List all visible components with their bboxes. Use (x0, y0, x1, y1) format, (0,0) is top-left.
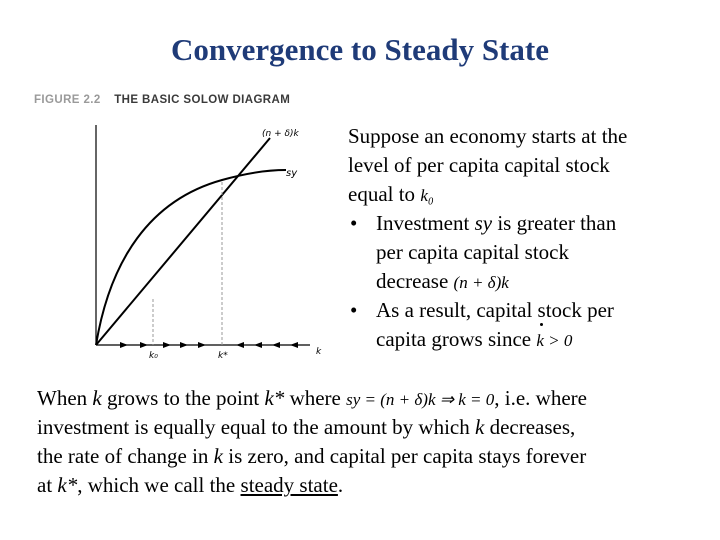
paragraph-line-3 (37, 442, 687, 471)
paragraph-line-2 (37, 413, 687, 442)
bullet-2-line-2 (348, 325, 693, 354)
p4-pre: at (37, 473, 58, 497)
arrow-right-2 (140, 342, 148, 348)
bullet-1-post: is greater than (492, 211, 617, 235)
intro-line-2: level of per capita capital stock (348, 153, 610, 177)
solow-diagram (0, 110, 340, 370)
figure-name: THE BASIC SOLOW DIAGRAM (114, 94, 291, 106)
p1-k: k (92, 386, 102, 410)
paragraph-line-4 (37, 471, 687, 500)
p2-post: decreases, (484, 415, 576, 439)
paragraph-line-1 (37, 384, 687, 413)
bullet-1-line-3-text: decrease (376, 269, 449, 293)
p3-k: k (213, 444, 223, 468)
k-axis-label: k (316, 347, 322, 357)
arrow-left-1 (236, 342, 244, 348)
bullet-1-var: sy (474, 211, 493, 235)
arrow-left-3 (272, 342, 280, 348)
figure-caption (34, 94, 290, 106)
p4-mid: , which we call the (77, 473, 241, 497)
arrow-right-3 (163, 342, 171, 348)
p1-pre: When (37, 386, 93, 410)
p1-mid: grows to the point (101, 386, 265, 410)
p1-where: where (284, 386, 341, 410)
arrow-left-2 (254, 342, 262, 348)
investment-curve (96, 170, 286, 345)
p1-post: , i.e. where (494, 386, 587, 410)
k0-label: k₀ (149, 351, 158, 361)
intro-line-1: Suppose an economy starts at the (348, 124, 628, 148)
bullet-1-line-3 (348, 267, 693, 296)
depreciation-line (96, 138, 270, 345)
steady-state-equation: sy = (n + δ)k ⇒ k = 0 (346, 390, 495, 409)
arrow-right-4 (180, 342, 188, 348)
p2-k: k (475, 415, 485, 439)
bullet-1 (348, 209, 693, 238)
bullet-2-text: As a result, capital stock per (376, 298, 614, 322)
arrow-right-1 (120, 342, 128, 348)
depreciation-math: (n + δ)k (453, 273, 509, 292)
slide-title: Convergence to Steady State (171, 32, 549, 67)
bullet-2 (348, 296, 693, 325)
p3-pre: the rate of change in (37, 444, 214, 468)
arrow-right-5 (198, 342, 206, 348)
line-label: (n + δ)k (262, 129, 299, 139)
p4-post: . (337, 473, 344, 497)
arrow-left-4 (290, 342, 298, 348)
curve-label: sy (286, 168, 298, 179)
steady-state-term: steady state (240, 473, 338, 497)
figure-number: FIGURE 2.2 (34, 94, 101, 106)
bullet-1-line-2: per capita capital stock (376, 240, 569, 264)
p4-kstar: k* (57, 473, 78, 497)
explanation-bullets (348, 122, 693, 354)
p2-pre: investment is equally equal to the amount by which (37, 415, 475, 439)
k0-math: k₀ (420, 186, 434, 205)
bullet-2-line-2-text: capita grows since (376, 327, 532, 351)
p1-kstar: k* (264, 386, 285, 410)
bullet-marker: • (350, 211, 358, 235)
p3-post: is zero, and capital per capita stays forever (223, 444, 587, 468)
steady-state-paragraph (37, 384, 687, 500)
bullet-marker: • (350, 298, 358, 322)
intro-line-3 (348, 180, 693, 209)
kdot-math: k > 0 (536, 326, 572, 355)
intro-line-3-text: equal to (348, 182, 416, 206)
bullet-1-pre: Investment (376, 211, 475, 235)
kstar-label: k* (218, 351, 228, 361)
